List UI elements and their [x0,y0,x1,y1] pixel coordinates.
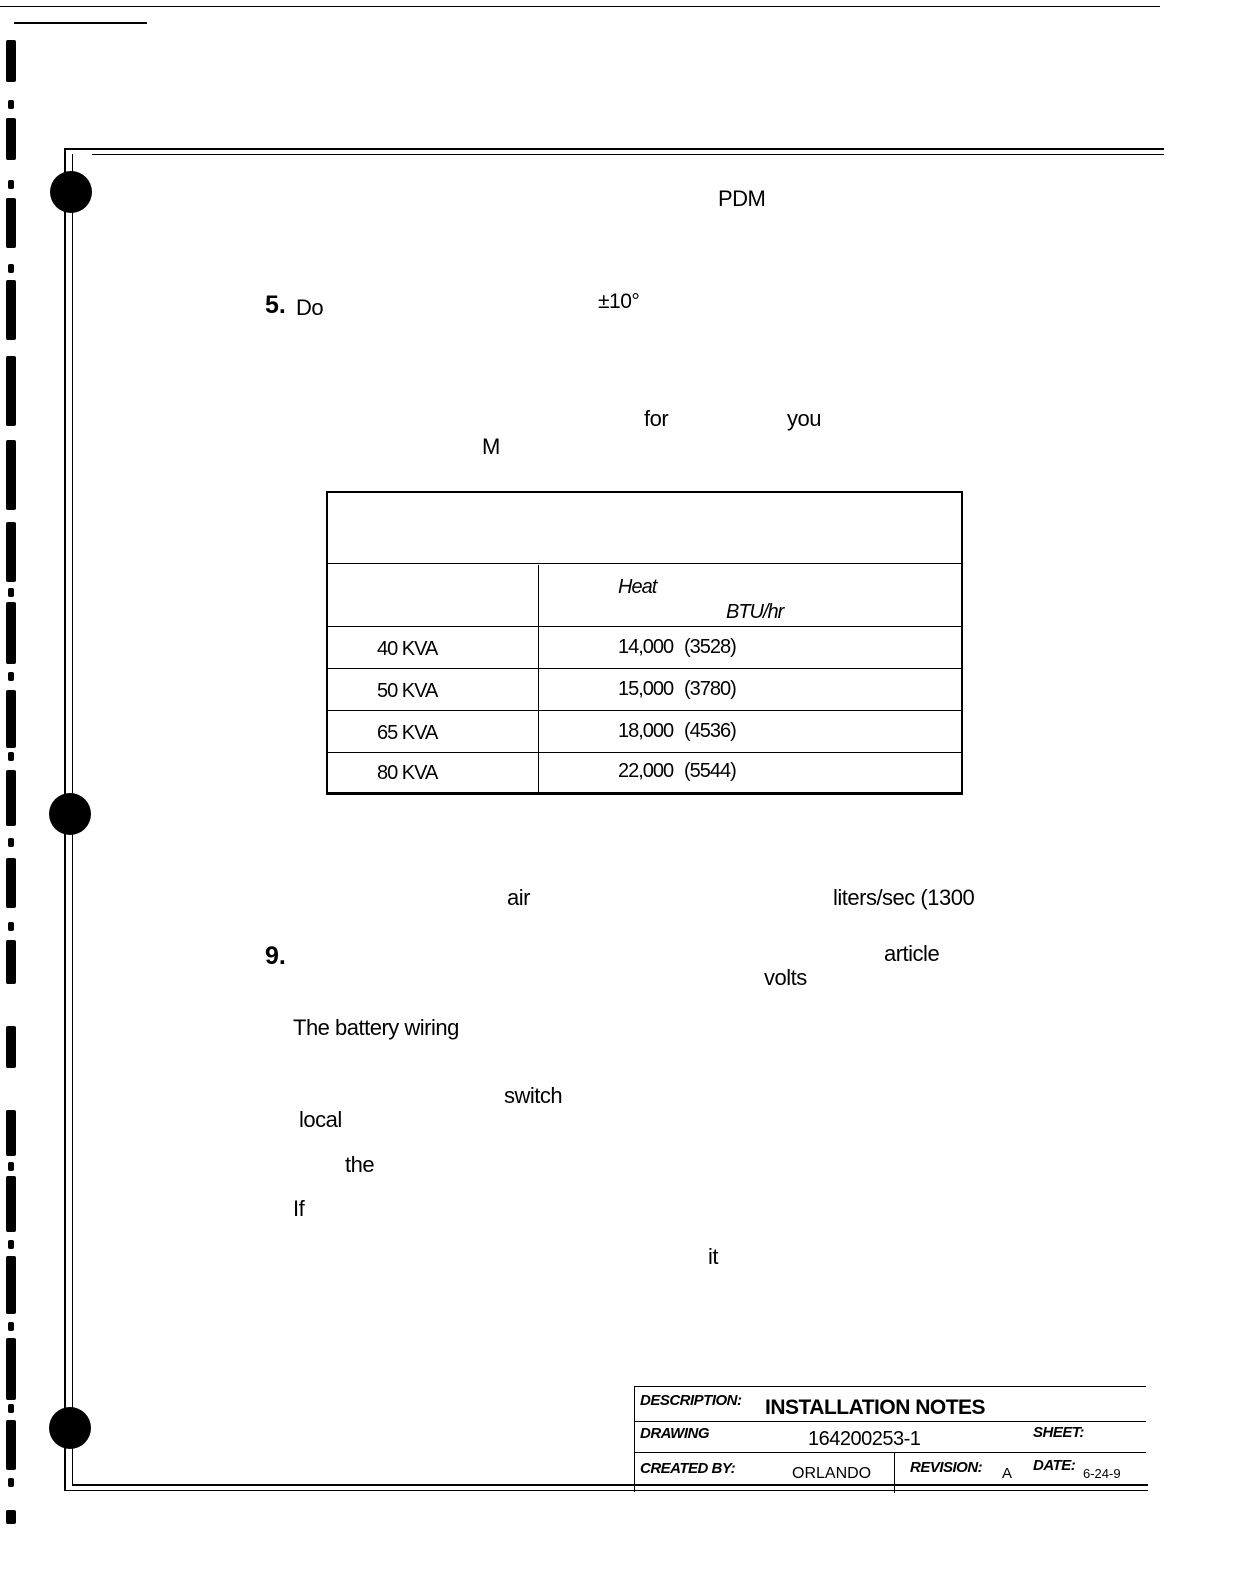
table-row-heat: 15,000 [618,678,674,700]
pdm-text: PDM [718,186,766,211]
drawing-label: DRAWING [640,1425,709,1442]
punch-hole-middle [49,793,91,835]
heat-table [326,491,963,795]
m-text: M [482,434,500,459]
top-rule [0,6,1160,7]
table-row-watts: (3780) [684,678,736,700]
top-short-rule [14,22,147,24]
date-label: DATE: [1033,1457,1076,1474]
table-row-heat: 22,000 [618,760,674,782]
the-text: the [345,1152,375,1177]
description-label: DESCRIPTION: [640,1392,742,1409]
item-9-number: 9. [265,942,286,970]
local-text: local [299,1107,342,1132]
table-row-rating: 40 KVA [377,638,438,660]
description-value: INSTALLATION NOTES [765,1396,986,1419]
created-by-value: ORLANDO [792,1465,872,1482]
table-row-watts: (3528) [684,636,736,658]
drawing-number: 164200253-1 [808,1428,921,1450]
frame-top-inner-border [92,154,1164,155]
if-text: If [293,1196,305,1221]
heat-column-header: Heat [618,576,657,598]
for-text: for [644,406,669,431]
table-row-rating: 80 KVA [377,762,438,784]
volts-text: volts [764,965,807,990]
battery-wiring-text: The battery wiring [293,1015,459,1040]
table-row-heat: 18,000 [618,720,674,742]
frame-bottom-outer-border [64,1490,1148,1491]
btu-column-header: BTU/hr [726,601,784,623]
item-5-do-text: Do [296,295,324,320]
frame-bottom-border [72,1484,1148,1486]
item-5-number: 5. [265,291,286,319]
item-5-tolerance: ±10° [598,290,640,313]
table-row-rating: 50 KVA [377,680,438,702]
punch-hole-bottom [49,1407,91,1449]
created-by-label: CREATED BY: [640,1460,736,1477]
you-text: you [787,406,821,431]
table-row-watts: (5544) [684,760,736,782]
revision-label: REVISION: [910,1459,983,1476]
switch-text: switch [504,1083,563,1108]
liters-per-sec-text: liters/sec (1300 [833,885,975,910]
article-text: article [884,941,940,966]
table-row-watts: (4536) [684,720,736,742]
sheet-label: SHEET: [1033,1424,1084,1441]
frame-top-border [64,148,1164,150]
punch-hole-top [50,171,92,213]
date-value: 6-24-9 [1083,1466,1121,1481]
revision-value: A [1002,1465,1013,1482]
air-text: air [507,885,530,910]
table-row-rating: 65 KVA [377,722,438,744]
table-row-heat: 14,000 [618,636,674,658]
it-text: it [708,1244,718,1269]
